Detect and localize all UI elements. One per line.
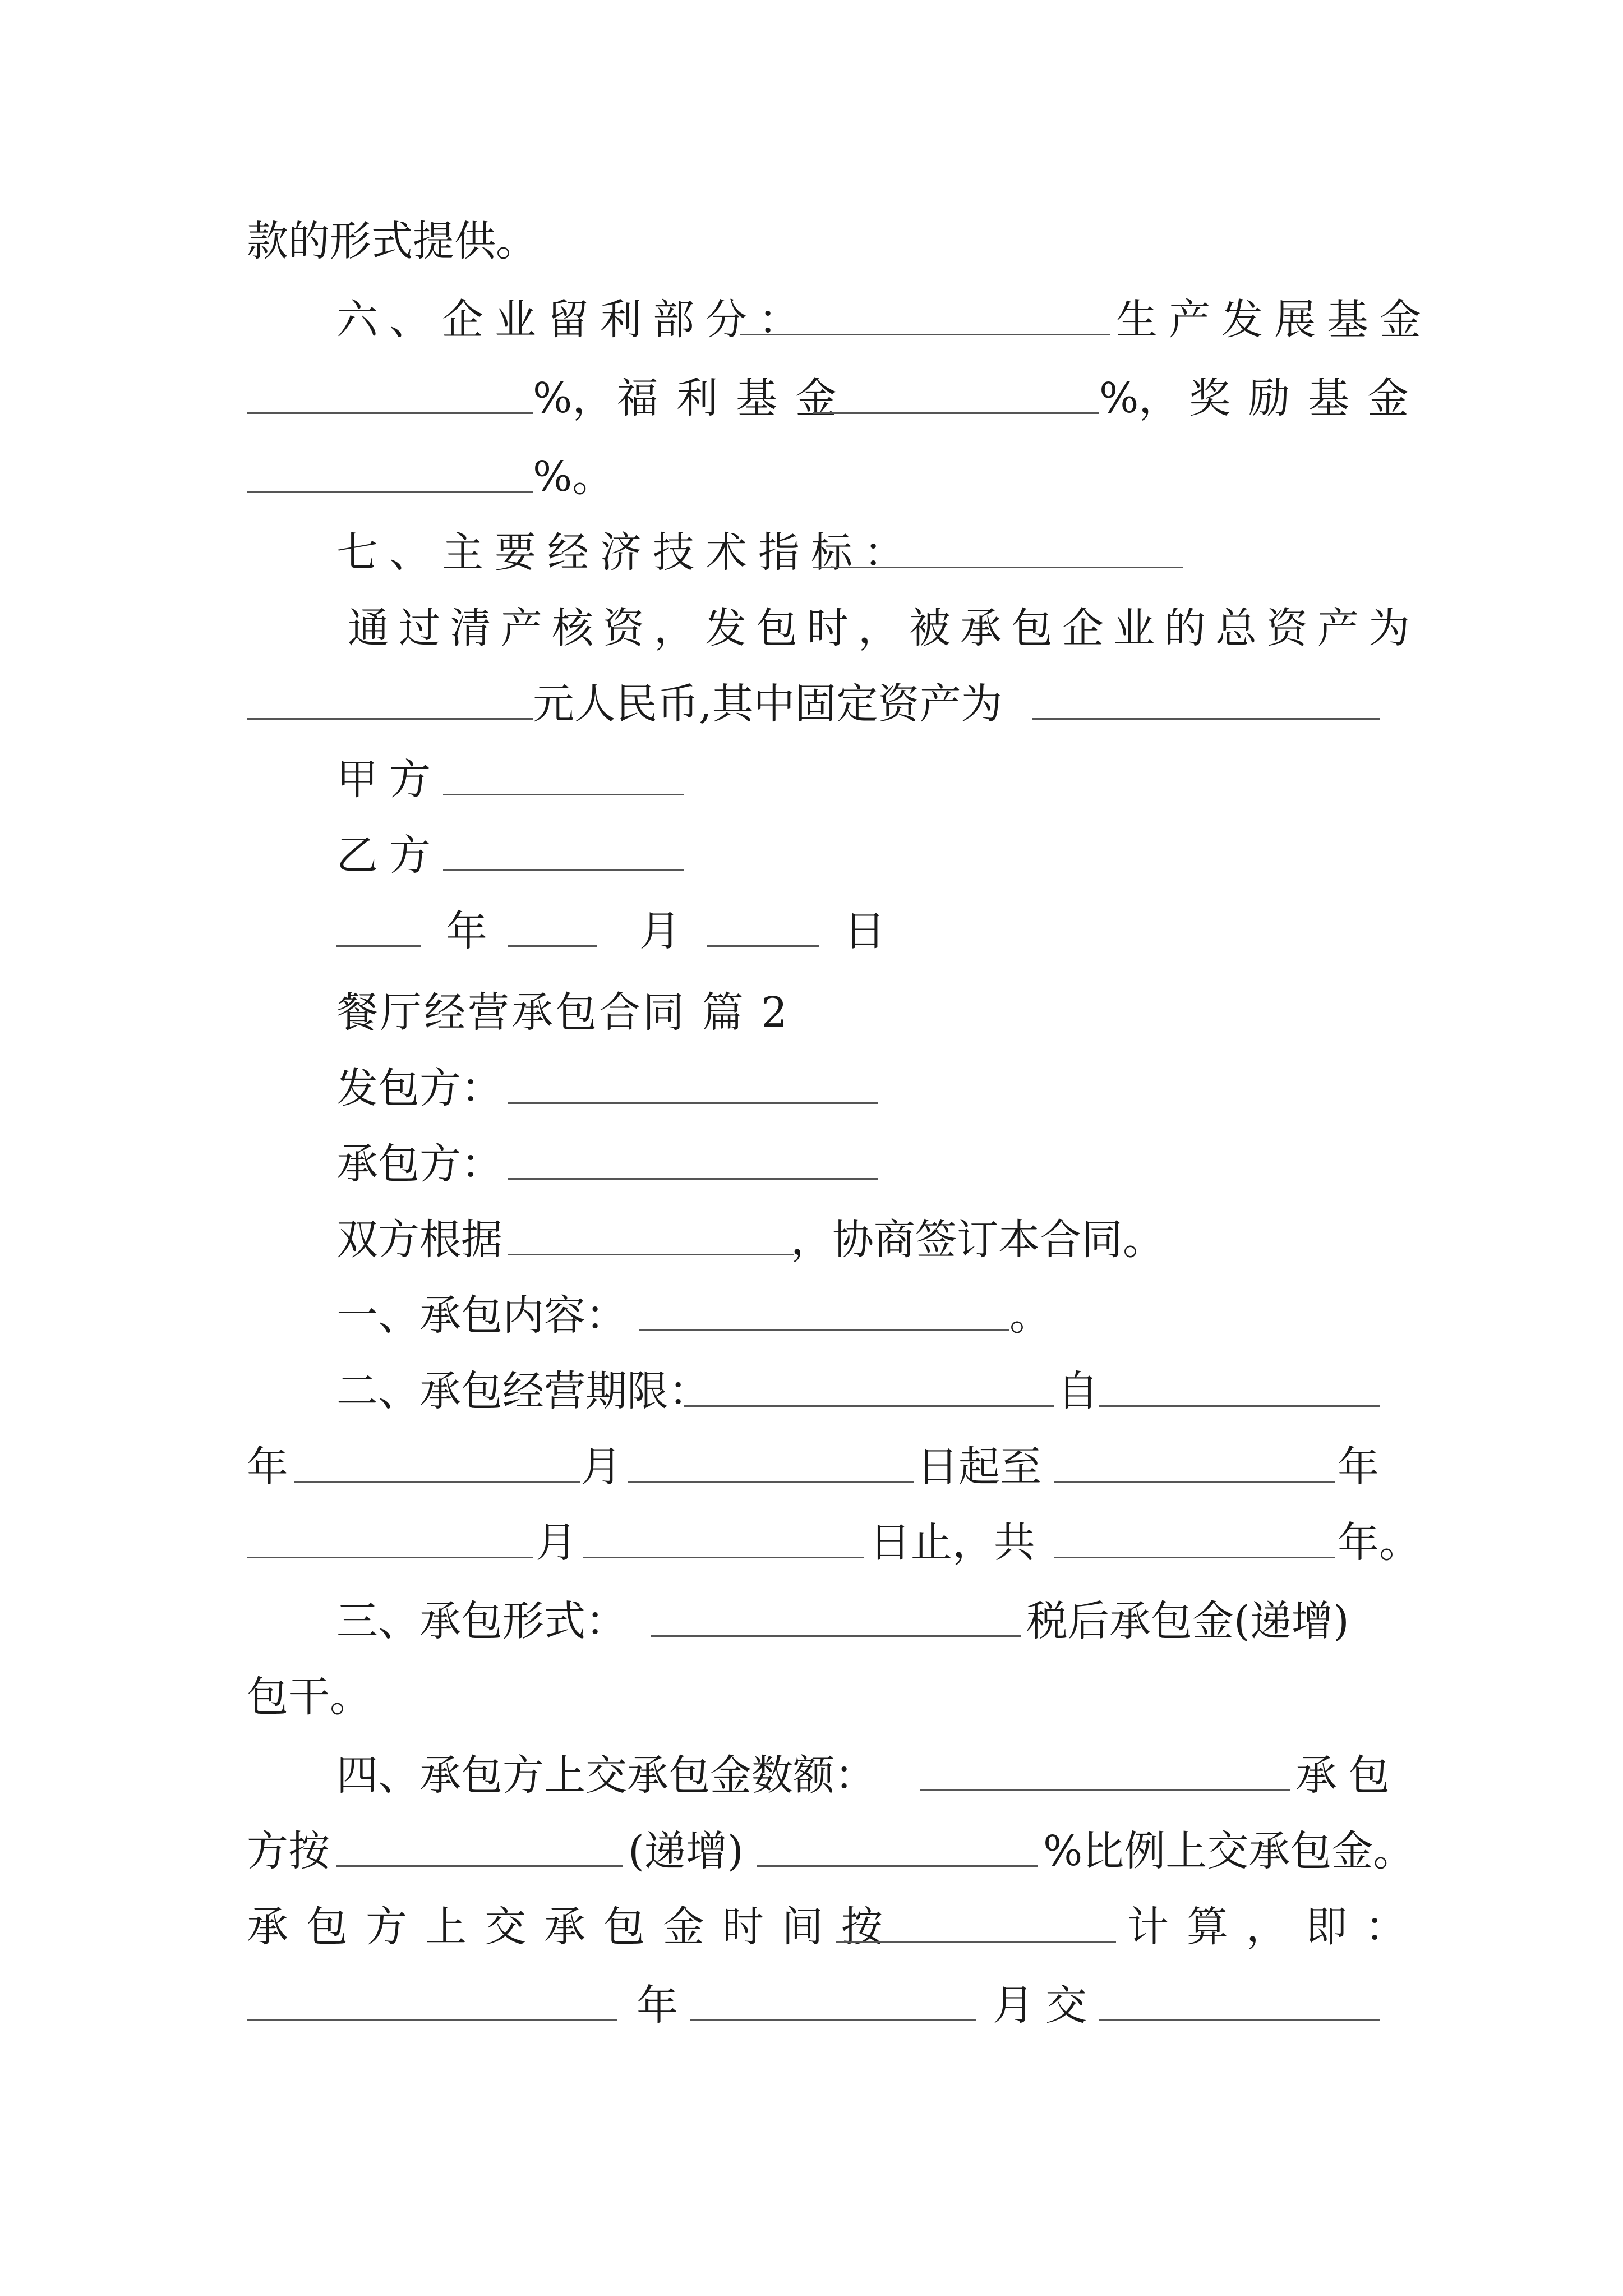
text: 日起至 — [917, 1443, 1041, 1491]
text: 双方根据 — [336, 1216, 502, 1264]
text: 年 — [637, 1981, 678, 2030]
text: 承包方上交承包金时间按 — [247, 1903, 901, 1951]
blank-field[interactable] — [836, 1941, 1116, 1943]
blank-field[interactable] — [690, 2019, 976, 2021]
text: 税后承包金(递增) — [1026, 1597, 1349, 1645]
blank-field[interactable] — [920, 1789, 1290, 1791]
text: 二、承包经营期限： — [336, 1367, 710, 1415]
text: %， — [533, 374, 614, 422]
text: 年。 — [1338, 1519, 1421, 1567]
paragraph-line — [0, 1433, 1623, 1501]
text: (递增) — [628, 1827, 744, 1875]
paragraph-line — [0, 365, 1623, 432]
section-heading — [0, 979, 1623, 1046]
text: 月 — [536, 1519, 577, 1567]
text: 月 — [580, 1443, 622, 1491]
text: 承包 — [1295, 1751, 1401, 1800]
signature-blank[interactable] — [443, 794, 684, 795]
paragraph-line — [0, 519, 1623, 586]
blank-field[interactable] — [336, 1865, 623, 1867]
text: 月交 — [993, 1981, 1098, 2030]
paragraph-line — [0, 1742, 1623, 1809]
text: 年 — [446, 907, 487, 955]
text: 三、承包形式： — [336, 1597, 627, 1645]
text: 元人民币,其中固定资产为 — [533, 680, 1003, 728]
text: 福利基金 — [617, 374, 855, 422]
paragraph-line — [0, 670, 1623, 738]
text: 自 — [1057, 1367, 1099, 1415]
blank-field[interactable] — [1099, 2019, 1380, 2021]
blank-field[interactable] — [508, 1178, 878, 1180]
blank-field[interactable] — [247, 718, 533, 720]
text: 包干。 — [247, 1673, 371, 1721]
text: 发包方： — [336, 1064, 502, 1112]
blank-field[interactable] — [757, 1865, 1038, 1867]
text: 款的形式提供。 — [247, 217, 537, 265]
blank-field[interactable] — [247, 491, 533, 493]
blank-field[interactable] — [1054, 1557, 1335, 1558]
paragraph-line — [0, 208, 1623, 275]
text: 月 — [639, 907, 681, 955]
paragraph-line — [0, 1818, 1623, 1885]
paragraph-line — [0, 1893, 1623, 1961]
blank-field[interactable] — [628, 1481, 914, 1483]
text: 年 — [1338, 1443, 1379, 1491]
blank-field[interactable] — [639, 1329, 1009, 1331]
blank-field[interactable] — [247, 412, 533, 414]
text: 承包方： — [336, 1140, 502, 1188]
paragraph-line — [0, 1358, 1623, 1425]
blank-field[interactable] — [707, 945, 819, 947]
paragraph-line — [0, 1206, 1623, 1273]
paragraph-line — [0, 1663, 1623, 1731]
date-line — [0, 898, 1623, 965]
text: 餐厅经营承包合同 篇 2 — [336, 988, 790, 1037]
paragraph-line — [0, 443, 1623, 510]
blank-field[interactable] — [813, 412, 1099, 414]
blank-field[interactable] — [336, 945, 421, 947]
paragraph-line — [0, 595, 1623, 662]
text: 计算，即： — [1127, 1903, 1424, 1951]
blank-field[interactable] — [1054, 1481, 1335, 1483]
text: %。 — [533, 453, 614, 501]
text: ，协商签订本合同。 — [791, 1216, 1164, 1264]
blank-field[interactable] — [508, 945, 597, 947]
blank-field[interactable] — [684, 1405, 1054, 1407]
blank-field[interactable] — [508, 1254, 794, 1255]
paragraph-line — [0, 1509, 1623, 1576]
text: 方按 — [247, 1827, 330, 1875]
paragraph-line — [0, 1282, 1623, 1349]
text: 年 — [247, 1443, 288, 1491]
text: 四、承包方上交承包金数额： — [336, 1751, 876, 1800]
text: 六、企业留利部分： — [336, 296, 811, 344]
blank-field[interactable] — [1032, 718, 1380, 720]
paragraph-line — [0, 746, 1623, 813]
text: 日止，共 — [869, 1519, 1035, 1567]
text: %比例上交承包金。 — [1043, 1827, 1415, 1875]
blank-field[interactable] — [583, 1557, 864, 1558]
blank-field[interactable] — [740, 334, 1110, 335]
paragraph-line — [0, 1055, 1623, 1122]
paragraph-line — [0, 286, 1623, 353]
paragraph-line — [0, 822, 1623, 889]
blank-field[interactable] — [247, 1557, 533, 1558]
blank-field[interactable] — [247, 2019, 617, 2021]
text: 奖励基金 — [1189, 374, 1427, 422]
text: 一、承包内容： — [336, 1291, 627, 1340]
blank-field[interactable] — [1099, 1405, 1380, 1407]
text: 通过清产核资，发包时，被承包企业的总资产为 — [348, 604, 1419, 652]
signature-blank[interactable] — [443, 869, 684, 871]
blank-field[interactable] — [294, 1481, 580, 1483]
text: 甲方 — [336, 756, 442, 804]
text: 生产发展基金 — [1116, 296, 1432, 344]
text: 。 — [1009, 1291, 1051, 1340]
blank-field[interactable] — [813, 567, 1183, 568]
paragraph-line — [0, 1972, 1623, 2039]
text: 七、主要经济技术指标： — [336, 528, 916, 577]
text: 日 — [844, 907, 886, 955]
blank-field[interactable] — [651, 1635, 1021, 1637]
paragraph-line — [0, 1588, 1623, 1655]
paragraph-line — [0, 1130, 1623, 1198]
text: %， — [1099, 374, 1181, 422]
text: 乙方 — [336, 831, 442, 880]
blank-field[interactable] — [508, 1102, 878, 1104]
